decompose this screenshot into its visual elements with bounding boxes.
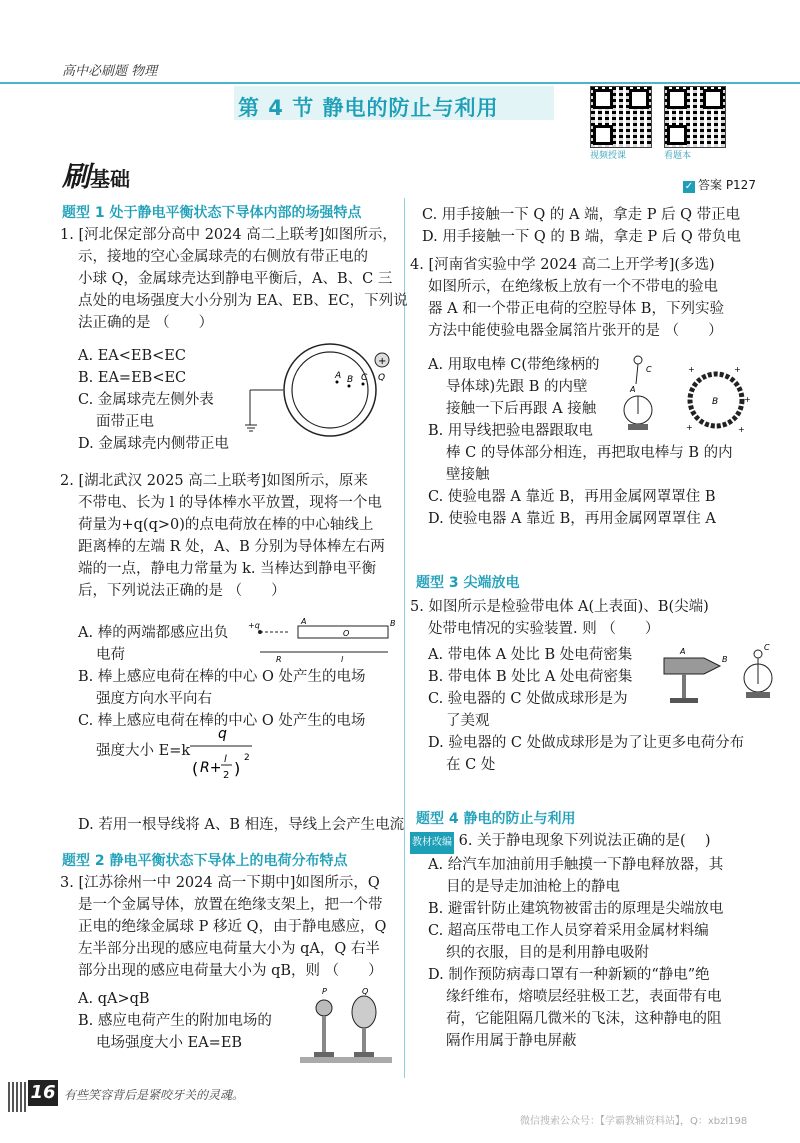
svg-text:A: A (301, 618, 307, 626)
svg-text:A: A (335, 371, 342, 381)
q2-option-c-formula: 强度大小 E=k (96, 743, 191, 759)
svg-text:+: + (744, 395, 751, 404)
q2-figure (248, 618, 398, 664)
question-1: 1. [河北保定部分高中 2024 高二上联考]如图所示， 示，接地的空心金属球壳的右侧放有带正电的 小球 Q，金属球壳达到静电平衡后，A、B、C 三 点处的电场强度大小分别为 EA、EB、EC，下列说 法正确的是 （ ） (60, 227, 408, 331)
textbook-tag: 教材改编 (410, 832, 454, 854)
svg-text:(: ( (192, 759, 199, 778)
q5-options: A. 带电体 A 处比 B 处电荷密集 B. 带电体 B 处比 A 处电荷密集 C. 验电器的 C 处做成球形是为 了美观 D. 验电器的 C 处做成球形是为了让更多电荷分布 在 C 处 (428, 647, 745, 773)
svg-text:2: 2 (223, 770, 230, 781)
qr-left-label: 视频授课 (590, 151, 627, 161)
svg-text:+: + (738, 425, 745, 434)
page-number: 16 (28, 1080, 58, 1106)
qr-video[interactable] (590, 86, 652, 161)
q3-continued: C. 用手接触一下 Q 的 A 端，拿走 P 后 Q 带正电 D. 用手接触一下 Q 的 B 端，拿走 P 后 Q 带负电 (422, 207, 741, 245)
answer-ref[interactable]: ✓ 答案 P127 (684, 178, 756, 192)
svg-text:C: C (361, 373, 368, 383)
svg-text:): ) (234, 759, 241, 778)
topic-2: 题型 2 静电平衡状态下导体上的电荷分布特点 (62, 853, 348, 869)
svg-text:2: 2 (244, 753, 250, 763)
q1-figure (245, 340, 395, 450)
svg-text:O: O (343, 629, 350, 638)
topic-1: 题型 1 处于静电平衡状态下导体内部的场强特点 (62, 205, 362, 221)
svg-text:q: q (218, 726, 227, 742)
header-rule (0, 82, 800, 84)
question-3: 3. [江苏徐州一中 2024 高一下期中]如图所示，Q 是一个金属导体，放置在绝缘支架上，把一个带 正电的绝缘金属球 P 移近 Q，由于静电感应，Q 左半部分出现的感应电荷量大小为 qA，Q 右半 部分出现的感应电荷量大小为 qB，则 （ ） (60, 875, 387, 979)
svg-text:B: B (390, 619, 396, 628)
brand-basic: 刷基础 (62, 160, 131, 193)
question-4: 4. [河南省实验中学 2024 高二上开学考](多选) 如图所示，在绝缘板上放有一个不带电的验电 器 A 和一个带正电荷的空腔导体 B，下列实验 方法中能使验电器金属箔片张开的是 （ ） (410, 257, 724, 339)
section-title: 第 4 节 静电的防止与利用 (238, 96, 499, 120)
q4-options: A. 用取电棒 C(带绝缘柄的 导体球)先跟 B 的内壁 接触一下后再跟 A 接触 B. 用导线把验电器跟取电 棒 C 的导体部分相连，再把取电棒与 B 的内 壁接触 C. 使验电器 A 靠近 B，再用金属网罩罩住 B D. 使验电器 A 靠近 B，再用金属网罩罩住 A (428, 357, 733, 527)
topic-4: 题型 4 静电的防止与利用 (416, 811, 576, 827)
check-icon: ✓ (684, 181, 694, 192)
svg-text:l: l (224, 754, 227, 765)
svg-text:A: A (680, 647, 686, 656)
svg-text:+: + (686, 423, 693, 432)
q2-options: A. 棒的两端都感应出负 电荷 B. 棒上感应电荷在棒的中心 O 处产生的电场 强度方向水平向右 C. 棒上感应电荷在棒的中心 O 处产生的电场 (78, 625, 366, 729)
question-6: 教材改编 6. 关于静电现象下列说法正确的是( ) (410, 830, 710, 854)
question-5: 5. 如图所示是检验带电体 A(上表面)、B(尖端) 处带电情况的实验装置. 则 （ ） (410, 599, 709, 637)
footer-decoration (8, 1082, 26, 1112)
svg-text:B: B (722, 655, 728, 664)
svg-text:C: C (646, 365, 652, 374)
topic-3: 题型 3 尖端放电 (416, 575, 520, 591)
footer-motto: 有些笑容背后是紧咬牙关的灵魂。 (64, 1088, 245, 1102)
q1-options: A. EA<EB<EC B. EA=EB<EC C. 金属球壳左侧外表 面带正电 D. 金属球壳内侧带正电 (78, 348, 229, 452)
svg-text:P: P (322, 987, 327, 996)
q3-options: A. qA>qB B. 感应电荷产生的附加电场的 电场强度大小 EA=EB (78, 991, 272, 1051)
svg-text:l: l (341, 655, 344, 664)
q3-figure (300, 986, 396, 1068)
qr-questions[interactable] (664, 86, 726, 161)
svg-text:+: + (688, 365, 695, 374)
qr-code-icon (590, 86, 652, 148)
q4-figure (616, 352, 756, 442)
svg-text:+: + (378, 356, 387, 367)
svg-text:+q: +q (248, 621, 260, 630)
svg-text:+: + (734, 365, 741, 374)
svg-text:B: B (712, 397, 719, 407)
svg-text:Q: Q (378, 373, 386, 383)
svg-text:R+: R+ (200, 760, 222, 776)
q6-options: A. 给汽车加油前用手触摸一下静电释放器，其 目的是导走加油枪上的静电 B. 避雷针防止建筑物被雷击的原理是尖端放电 C. 超高压带电工作人员穿着采用金属材料编 织的衣服，目的是利用静电吸附 D. 制作预防病毒口罩有一种新颖的“静电”绝 缘纤维布，熔喷层经驻极工艺，表面带有电 荷，它能阻隔几微米的飞沫，这种静电的阻 隔作用属于静电屏蔽 (428, 857, 724, 1049)
qr-right-label: 看题本 (664, 151, 692, 161)
qr-code-icon (664, 86, 726, 148)
svg-text:Q: Q (362, 987, 369, 996)
q2-formula-fraction (186, 722, 256, 792)
svg-text:R: R (276, 655, 282, 664)
q2-option-d: D. 若用一根导线将 A、B 相连，导线上会产生电流 (78, 817, 405, 833)
question-2: 2. [湖北武汉 2025 高二上联考]如图所示，原来 不带电、长为 l 的导体棒水平放置，现将一个电 荷量为+q(q>0)的点电荷放在棒的中心轴线上 距离棒的左端 R 处，A、B 分别为导体棒左右两 端的一点，静电力常量为 k. 当棒达到静电平衡 后，下列说法正确的是 （ ） (60, 473, 385, 599)
watermark: 微信搜索公众号：【学霸教辅资料站】，Q：xbzl198 (520, 1116, 748, 1127)
svg-text:B: B (347, 375, 354, 385)
q5-figure (660, 640, 778, 710)
svg-text:A: A (630, 385, 636, 394)
series-title: 高中必刷题 物理 (62, 64, 158, 79)
svg-text:C: C (764, 643, 770, 652)
